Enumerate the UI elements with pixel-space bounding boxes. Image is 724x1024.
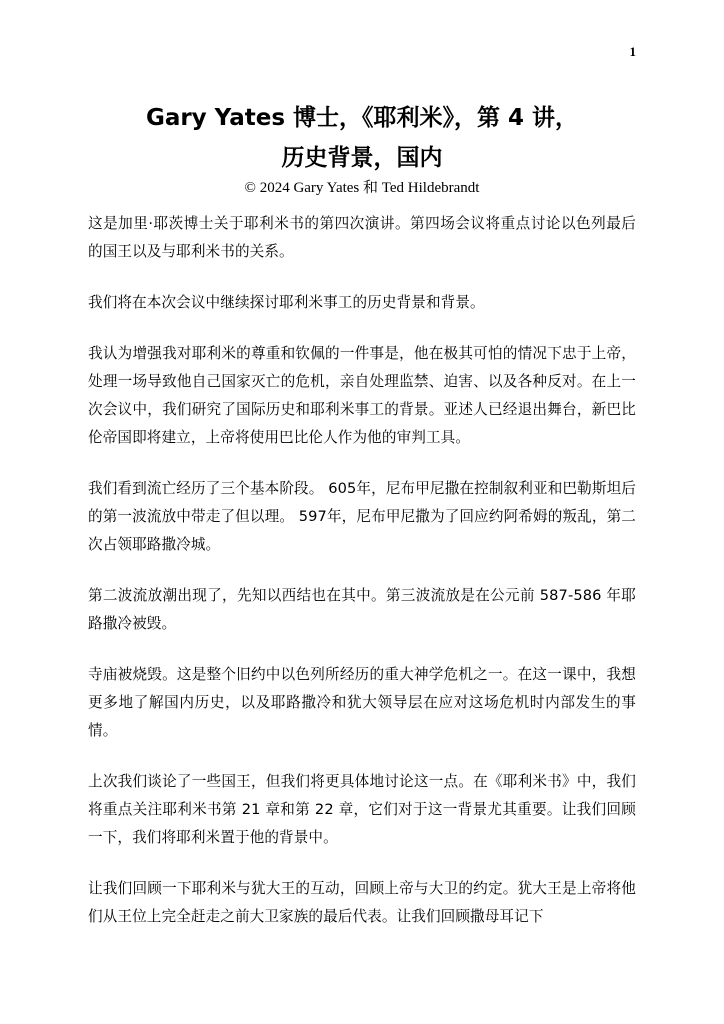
paragraph: 让我们回顾一下耶利米与犹大王的互动，回顾上帝与大卫的约定。犹大王是上帝将他们从王位上完全赶走之前大卫家族的最后代表。让我们回顾撒母耳记下 (88, 880, 636, 925)
paragraph: 上次我们谈论了一些国王，但我们将更具体地讨论这一点。在《耶利米书》中，我们将重点关注耶利米书第 21 章和第 22 章，它们对于这一背景尤其重要。让我们回顾一下，我们将耶利米置于他的背景中。 (88, 773, 636, 846)
paragraph: 我们将在本次会议中继续探讨耶利米事工的历史背景和背景。 (88, 294, 485, 311)
paragraph: 我认为增强我对耶利米的尊重和钦佩的一件事是，他在极其可怕的情况下忠于上帝，处理一场导致他自己国家灭亡的危机，亲自处理监禁、迫害、以及各种反对。在上一次会议中，我们研究了国际历史和耶利米事工的背景。亚述人已经退出舞台，新巴比伦帝国即将建立，上帝将使用巴比伦人作为他的审判工具。 (88, 345, 636, 446)
page-number: 1 (629, 44, 636, 59)
document-header (0, 98, 724, 198)
document-body (88, 210, 636, 954)
paragraph: 第二波流放潮出现了，先知以西结也在其中。第三波流放是在公元前 587-586 年耶路撒冷被毁。 (88, 587, 636, 632)
paragraph: 我们看到流亡经历了三个基本阶段。 605年，尼布甲尼撒在控制叙利亚和巴勒斯坦后的第一波流放中带走了但以理。 597年，尼布甲尼撒为了回应约阿希姆的叛乱，第二次占领耶路撒冷城。 (88, 480, 636, 553)
document-title-line-1: Gary Yates 博士，《耶利米》，第 4 讲， (145, 105, 579, 131)
paragraph: 这是加里·耶茨博士关于耶利米书的第四次演讲。第四场会议将重点讨论以色列最后的国王以及与耶利米书的关系。 (88, 215, 636, 260)
paragraph: 寺庙被烧毁。这是整个旧约中以色列所经历的重大神学危机之一。在这一课中，我想更多地了解国内历史，以及耶路撒冷和犹大领导层在应对这场危机时内部发生的事情。 (88, 666, 636, 739)
copyright-notice: © 2024 Gary Yates 和 Ted Hildebrandt (244, 180, 480, 196)
document-title-line-2: 历史背景，国内 (281, 145, 443, 171)
